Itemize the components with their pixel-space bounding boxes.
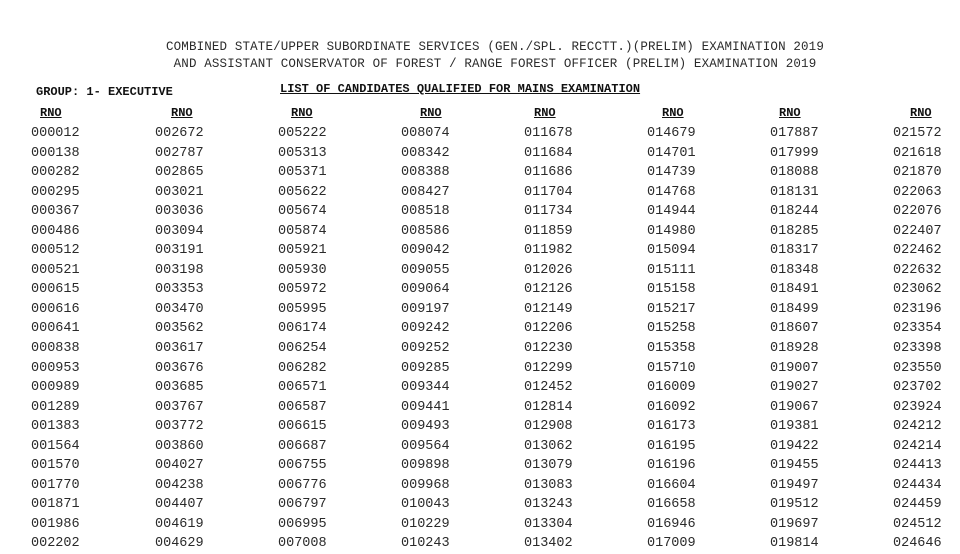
roll-number-cell: 019512 <box>770 497 819 513</box>
roll-number-cell: 019422 <box>770 438 819 454</box>
roll-number-cell: 013062 <box>524 438 573 454</box>
column-7 <box>770 105 819 554</box>
roll-number-cell: 024413 <box>893 458 942 474</box>
roll-number-cell: 003036 <box>155 204 204 220</box>
roll-number-cell: 000641 <box>31 321 80 337</box>
roll-number-cell: 005995 <box>278 301 327 317</box>
roll-number-cell: 008427 <box>401 184 450 200</box>
roll-number-cell: 014768 <box>647 184 696 200</box>
roll-number-cell: 008074 <box>401 126 450 141</box>
roll-number-cell: 018285 <box>770 223 819 239</box>
list-heading: LIST OF CANDIDATES QUALIFIED FOR MAINS EXAMINATION <box>280 82 641 96</box>
roll-number-cell: 009285 <box>401 360 450 376</box>
roll-number-cell: 012149 <box>524 301 573 317</box>
roll-number-cell: 015094 <box>647 243 696 259</box>
roll-number-cell: 006797 <box>278 497 327 513</box>
roll-number-cell: 017887 <box>770 126 819 141</box>
roll-number-cell: 016173 <box>647 419 696 435</box>
roll-number-cell: 023702 <box>893 380 942 396</box>
roll-number-cell: 023550 <box>893 360 942 376</box>
roll-number-cell: 000367 <box>31 204 80 220</box>
roll-number-cell: 006687 <box>278 438 327 454</box>
roll-number-cell: 004238 <box>155 477 204 493</box>
roll-number-cell: 009344 <box>401 380 450 396</box>
roll-number-cell: 019455 <box>770 458 819 474</box>
roll-number-cell: 012814 <box>524 399 573 415</box>
roll-number-cell: 001383 <box>31 419 80 435</box>
roll-number-cell: 024459 <box>893 497 942 513</box>
roll-number-cell: 018491 <box>770 282 819 298</box>
column-header: RNO <box>779 106 801 120</box>
roll-number-cell: 003198 <box>155 262 204 278</box>
roll-number-cell: 005921 <box>278 243 327 259</box>
roll-number-cell: 015158 <box>647 282 696 298</box>
roll-number-cell: 013083 <box>524 477 573 493</box>
roll-number-cell: 002202 <box>31 536 80 552</box>
roll-number-cell: 023062 <box>893 282 942 298</box>
roll-number-cell: 022076 <box>893 204 942 220</box>
roll-number-cell: 016946 <box>647 516 696 532</box>
roll-number-cell: 001986 <box>31 516 80 532</box>
roll-number-cell: 010243 <box>401 536 450 552</box>
roll-number-cell: 001770 <box>31 477 80 493</box>
roll-number-cell: 005371 <box>278 165 327 181</box>
roll-number-cell: 009968 <box>401 477 450 493</box>
roll-number-cell: 019497 <box>770 477 819 493</box>
roll-number-cell: 019067 <box>770 399 819 415</box>
roll-number-cell: 012908 <box>524 419 573 435</box>
column-header: RNO <box>171 106 193 120</box>
roll-number-cell: 006587 <box>278 399 327 415</box>
roll-number-cell: 013304 <box>524 516 573 532</box>
roll-number-cell: 019697 <box>770 516 819 532</box>
roll-number-cell: 005874 <box>278 223 327 239</box>
group-label: GROUP: 1- EXECUTIVE <box>36 85 173 99</box>
roll-number-cell: 021618 <box>893 145 942 161</box>
roll-number-cell: 006571 <box>278 380 327 396</box>
roll-number-cell: 018131 <box>770 184 819 200</box>
roll-number-cell: 023924 <box>893 399 942 415</box>
roll-number-cell: 000512 <box>31 243 80 259</box>
roll-number-cell: 000012 <box>31 126 80 141</box>
roll-number-cell: 005674 <box>278 204 327 220</box>
roll-number-cell: 018499 <box>770 301 819 317</box>
roll-number-cell: 004407 <box>155 497 204 513</box>
roll-number-cell: 006174 <box>278 321 327 337</box>
roll-number-cell: 009564 <box>401 438 450 454</box>
roll-number-cell: 005622 <box>278 184 327 200</box>
roll-number-cell: 006755 <box>278 458 327 474</box>
roll-number-cell: 018317 <box>770 243 819 259</box>
roll-number-cell: 001564 <box>31 438 80 454</box>
roll-number-cell: 001289 <box>31 399 80 415</box>
column-header: RNO <box>291 106 313 120</box>
roll-number-cell: 022063 <box>893 184 942 200</box>
roll-number-cell: 022462 <box>893 243 942 259</box>
roll-number-cell: 024434 <box>893 477 942 493</box>
column-3 <box>278 105 327 554</box>
column-header: RNO <box>40 106 62 120</box>
roll-number-cell: 012299 <box>524 360 573 376</box>
roll-number-cell: 019027 <box>770 380 819 396</box>
roll-number-cell: 022407 <box>893 223 942 239</box>
column-header: RNO <box>910 106 932 120</box>
column-header: RNO <box>534 106 556 120</box>
roll-number-cell: 014679 <box>647 126 696 141</box>
roll-number-cell: 011859 <box>524 223 573 239</box>
roll-number-cell: 005222 <box>278 126 327 141</box>
roll-number-cell: 003353 <box>155 282 204 298</box>
roll-number-cell: 004027 <box>155 458 204 474</box>
roll-number-cell: 018928 <box>770 341 819 357</box>
roll-number-cell: 000615 <box>31 282 80 298</box>
roll-number-cell: 009242 <box>401 321 450 337</box>
column-1 <box>31 105 80 554</box>
roll-number-cell: 014980 <box>647 223 696 239</box>
roll-number-cell: 003617 <box>155 341 204 357</box>
roll-number-cell: 000282 <box>31 165 80 181</box>
roll-number-cell: 013402 <box>524 536 573 552</box>
roll-number-cell: 015258 <box>647 321 696 337</box>
roll-number-cell: 018348 <box>770 262 819 278</box>
roll-number-cell: 009441 <box>401 399 450 415</box>
roll-number-cell: 003860 <box>155 438 204 454</box>
roll-number-cell: 000521 <box>31 262 80 278</box>
roll-number-cell: 012126 <box>524 282 573 298</box>
roll-number-cell: 021870 <box>893 165 942 181</box>
roll-number-cell: 012452 <box>524 380 573 396</box>
roll-number-cell: 000989 <box>31 380 80 396</box>
roll-number-cell: 000138 <box>31 145 80 161</box>
roll-number-cell: 016009 <box>647 380 696 396</box>
roll-number-cell: 014944 <box>647 204 696 220</box>
roll-number-cell: 005313 <box>278 145 327 161</box>
roll-number-cell: 015111 <box>647 262 696 278</box>
roll-number-cell: 003562 <box>155 321 204 337</box>
roll-number-cell: 024512 <box>893 516 942 532</box>
roll-number-cell: 005930 <box>278 262 327 278</box>
roll-number-cell: 008388 <box>401 165 450 181</box>
roll-number-cell: 018088 <box>770 165 819 181</box>
roll-number-cell: 016092 <box>647 399 696 415</box>
roll-number-cell: 009252 <box>401 341 450 357</box>
roll-number-cell: 003685 <box>155 380 204 396</box>
roll-number-cell: 023196 <box>893 301 942 317</box>
roll-number-cell: 018607 <box>770 321 819 337</box>
roll-number-cell: 019814 <box>770 536 819 552</box>
exam-title-line-2: AND ASSISTANT CONSERVATOR OF FOREST / RANGE FOREST OFFICER (PRELIM) EXAMINATION 2019 <box>173 57 817 71</box>
roll-number-cell: 023354 <box>893 321 942 337</box>
roll-number-cell: 003772 <box>155 419 204 435</box>
roll-number-cell: 001570 <box>31 458 80 474</box>
roll-number-cell: 017999 <box>770 145 819 161</box>
roll-number-cell: 003191 <box>155 243 204 259</box>
roll-number-cell: 011684 <box>524 145 573 161</box>
roll-number-cell: 011686 <box>524 165 573 181</box>
column-4 <box>401 105 450 554</box>
roll-number-cell: 003676 <box>155 360 204 376</box>
roll-number-cell: 009042 <box>401 243 450 259</box>
roll-number-cell: 015217 <box>647 301 696 317</box>
roll-number-cell: 003767 <box>155 399 204 415</box>
roll-number-cell: 003094 <box>155 223 204 239</box>
roll-number-cell: 011734 <box>524 204 573 220</box>
roll-number-cell: 016658 <box>647 497 696 513</box>
roll-number-cell: 014701 <box>647 145 696 161</box>
roll-number-cell: 002865 <box>155 165 204 181</box>
roll-number-cell: 009055 <box>401 262 450 278</box>
roll-number-cell: 000953 <box>31 360 80 376</box>
roll-number-cell: 006282 <box>278 360 327 376</box>
roll-number-cell: 009493 <box>401 419 450 435</box>
roll-number-cell: 014739 <box>647 165 696 181</box>
roll-number-cell: 006254 <box>278 341 327 357</box>
column-header: RNO <box>662 106 684 120</box>
roll-number-cell: 003470 <box>155 301 204 317</box>
roll-number-cell: 012206 <box>524 321 573 337</box>
roll-number-cell: 016604 <box>647 477 696 493</box>
roll-number-cell: 008342 <box>401 145 450 161</box>
roll-number-cell: 024212 <box>893 419 942 435</box>
roll-number-cell: 004619 <box>155 516 204 532</box>
roll-number-cell: 013243 <box>524 497 573 513</box>
roll-number-cell: 011678 <box>524 126 573 141</box>
roll-number-cell: 002672 <box>155 126 204 141</box>
roll-number-cell: 015358 <box>647 341 696 357</box>
roll-number-cell: 007008 <box>278 536 327 552</box>
roll-number-cell: 016195 <box>647 438 696 454</box>
roll-number-cell: 016196 <box>647 458 696 474</box>
roll-number-cell: 018244 <box>770 204 819 220</box>
roll-number-cell: 019381 <box>770 419 819 435</box>
roll-number-cell: 012026 <box>524 262 573 278</box>
roll-number-cell: 003021 <box>155 184 204 200</box>
column-6 <box>647 105 696 554</box>
roll-number-cell: 010229 <box>401 516 450 532</box>
roll-number-cell: 005972 <box>278 282 327 298</box>
roll-number-cell: 012230 <box>524 341 573 357</box>
roll-number-cell: 013079 <box>524 458 573 474</box>
column-5 <box>524 105 573 554</box>
roll-number-cell: 000486 <box>31 223 80 239</box>
roll-number-cell: 011704 <box>524 184 573 200</box>
roll-number-cell: 001871 <box>31 497 80 513</box>
column-2 <box>155 105 204 554</box>
roll-number-cell: 021572 <box>893 126 942 141</box>
roll-number-cell: 009197 <box>401 301 450 317</box>
column-8 <box>893 105 942 554</box>
roll-number-cell: 002787 <box>155 145 204 161</box>
roll-number-cell: 011982 <box>524 243 573 259</box>
exam-title-line-1: COMBINED STATE/UPPER SUBORDINATE SERVICES (GEN./SPL. RECCTT.)(PRELIM) EXAMINATION 2019 <box>165 40 824 54</box>
roll-number-cell: 008518 <box>401 204 450 220</box>
roll-number-cell: 006776 <box>278 477 327 493</box>
roll-number-cell: 006615 <box>278 419 327 435</box>
roll-number-cell: 006995 <box>278 516 327 532</box>
roll-number-cell: 000295 <box>31 184 80 200</box>
roll-number-cell: 000838 <box>31 341 80 357</box>
roll-number-cell: 004629 <box>155 536 204 552</box>
roll-number-cell: 010043 <box>401 497 450 513</box>
roll-number-cell: 009064 <box>401 282 450 298</box>
roll-number-cell: 024214 <box>893 438 942 454</box>
roll-number-cell: 017009 <box>647 536 696 552</box>
column-header: RNO <box>420 106 442 120</box>
roll-number-cell: 024646 <box>893 536 942 552</box>
roll-number-cell: 019007 <box>770 360 819 376</box>
roll-number-cell: 008586 <box>401 223 450 239</box>
roll-number-cell: 000616 <box>31 301 80 317</box>
roll-number-cell: 015710 <box>647 360 696 376</box>
roll-number-cell: 009898 <box>401 458 450 474</box>
roll-number-cell: 022632 <box>893 262 942 278</box>
roll-number-cell: 023398 <box>893 341 942 357</box>
